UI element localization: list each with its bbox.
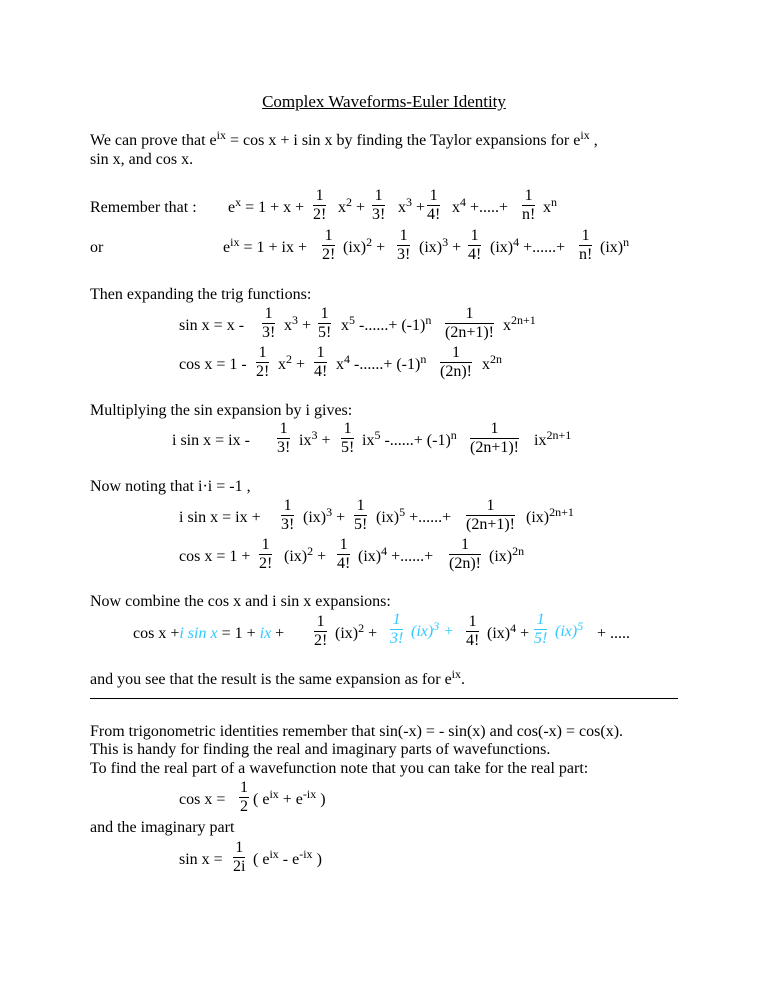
eix-term-2: (ix)$^2$ + [343, 235, 386, 256]
remember-label: Remember that : [90, 199, 197, 216]
isin2-term-n: (ix)$^{2n+1}$ [526, 505, 574, 526]
isin-term-3: $ix^3$ + [299, 428, 331, 449]
sin-term-n: $x^{2n+1}$ [503, 313, 536, 334]
sin-expansion: sin x = x - [179, 317, 245, 334]
fraction: $\frac{1}{5!}$ [318, 305, 332, 341]
fraction: $\frac{1}{3!}$ [262, 305, 276, 341]
ex-term-4: $x^4$ +.....+ [452, 195, 509, 216]
eix-term-3: (ix)$^3$ + [419, 235, 462, 256]
or-label: or [90, 239, 104, 256]
isin2-expansion: i sin x = ix + [179, 509, 261, 526]
ex-expansion: $e^x = 1 + x$ + [228, 195, 305, 216]
fraction-cyan: $\frac{1}{3!}$ [390, 611, 404, 647]
fraction: $\frac{1}{(2n)!}$ [449, 536, 481, 572]
fraction: $\frac{1}{2!}$ [313, 187, 327, 223]
sin-imag-expression: sin x = [179, 851, 223, 868]
comb-term-4: (ix)$^4$ + [487, 621, 530, 642]
fraction: $\frac{1}{2!}$ [314, 613, 328, 649]
handy-text: This is handy for finding the real and imaginary parts of wavefunctions. [90, 741, 551, 758]
cos2-expansion: cos x = 1 + [179, 548, 251, 565]
realpart-text: To find the real part of a wavefunction note that you can take for the real part: [90, 760, 589, 777]
cos-term-n: $x^{2n}$ [482, 352, 502, 373]
mult-heading: Multiplying the sin expansion by i gives: [90, 402, 353, 419]
fraction-cyan: $\frac{1}{5!}$ [534, 611, 548, 647]
isin-term-5: $ix^5$ -......+ $(-1)^n$ [362, 428, 457, 449]
cos-term-4: $x^4$ -......+ $(-1)^n$ [336, 352, 427, 373]
page-title: Complex Waveforms-Euler Identity [262, 92, 506, 111]
fraction: $\frac{1}{4!}$ [427, 187, 441, 223]
fraction: $\frac{1}{2!}$ [259, 536, 273, 572]
cos-real-terms: ( $e^{ix} + e^{-ix}$ ) [253, 787, 326, 808]
fraction: $\frac{1}{3!}$ [281, 497, 295, 533]
intro-line-2: sin x, and cos x. [90, 151, 194, 168]
isin2-term-5: (ix)$^5$ +......+ [376, 505, 452, 526]
cos2-term-2: (ix)$^2$ + [284, 544, 327, 565]
divider [90, 698, 678, 699]
comb-ellipsis: + ..... [597, 625, 631, 642]
fraction: $\frac{1}{3!}$ [372, 187, 386, 223]
fraction: $\frac{1}{4!}$ [314, 344, 328, 380]
combined-expansion: cos x +i sin x = 1 + ix + [133, 625, 285, 642]
sin-term-5: $x^5$ -......+ $(-1)^n$ [341, 313, 432, 334]
fraction: $\frac{1}{2i}$ [233, 839, 246, 875]
cos2-term-4: (ix)$^4$ +......+ [358, 544, 434, 565]
fraction: $\frac{1}{3!}$ [277, 420, 291, 456]
cos-expansion: cos x = 1 - [179, 356, 247, 373]
fraction: $\frac{1}{(2n)!}$ [440, 344, 472, 380]
eix-term-n: (ix)$^n$ [600, 235, 630, 256]
fraction: $\frac{1}{4!}$ [337, 536, 351, 572]
ex-term-3: $x^3$ + [398, 195, 426, 216]
intro-line-1: We can prove that $e^{ix} = \cos x + i$ sin x by finding the Taylor expansions for $e^{ix}$ , [90, 128, 598, 149]
combine-heading: Now combine the cos x and i sin x expansions: [90, 593, 391, 610]
sin-imag-terms: ( $e^{ix} - e^{-ix}$ ) [253, 847, 322, 868]
comb-term-5-cyan: (ix)$^5$ [555, 619, 584, 640]
comb-term-2: (ix)$^2$ + [335, 621, 378, 642]
ex-term-2: $x^2$ + [338, 195, 366, 216]
fraction: $\frac{1}{4!}$ [468, 227, 482, 263]
imag-heading: and the imaginary part [90, 819, 235, 836]
cos2-term-n: (ix)$^{2n}$ [489, 544, 525, 565]
fraction: $\frac{1}{5!}$ [341, 420, 355, 456]
fraction: $\frac{1}{2!}$ [256, 344, 270, 380]
fraction: $\frac{1}{(2n+1)!}$ [466, 497, 516, 533]
isin-term-n: $ix^{2n+1}$ [534, 428, 572, 449]
eix-term-4: (ix)$^4$ +......+ [490, 235, 566, 256]
ex-term-n: $x^n$ [543, 195, 557, 216]
isin-expansion: i sin x = ix - [172, 432, 250, 449]
sin-term-3: $x^3$ + [284, 313, 312, 334]
eix-expansion: $e^{ix} = 1$ + ix + [223, 235, 307, 256]
result-text: and you see that the result is the same expansion as for $e^{ix}$. [90, 667, 466, 688]
cos-term-2: $x^2$ + [278, 352, 306, 373]
fraction: $\frac{1}{n!}$ [522, 187, 536, 223]
fraction: $\frac{1}{2!}$ [322, 227, 336, 263]
fraction: $\frac{1}{5!}$ [354, 497, 368, 533]
cos-real-expression: cos x = [179, 791, 226, 808]
fraction: $\frac{1}{4!}$ [466, 613, 480, 649]
noting-text: Now noting that i·i = -1 , [90, 478, 251, 495]
fraction: $\frac{1}{n!}$ [579, 227, 593, 263]
trig-identity-text: From trigonometric identities remember that sin(-x) = - sin(x) and cos(-x) = cos(x). [90, 723, 624, 740]
fraction: $\frac{1}{(2n+1)!}$ [445, 305, 495, 341]
trig-heading: Then expanding the trig functions: [90, 286, 312, 303]
fraction: $\frac{1}{(2n+1)!}$ [470, 420, 520, 456]
isin2-term-3: (ix)$^3$ + [303, 505, 346, 526]
fraction: $\frac{1}{3!}$ [397, 227, 411, 263]
fraction: $\frac{1}{2}$ [240, 779, 248, 815]
comb-term-3-cyan: (ix)$^3$ + [411, 619, 454, 640]
